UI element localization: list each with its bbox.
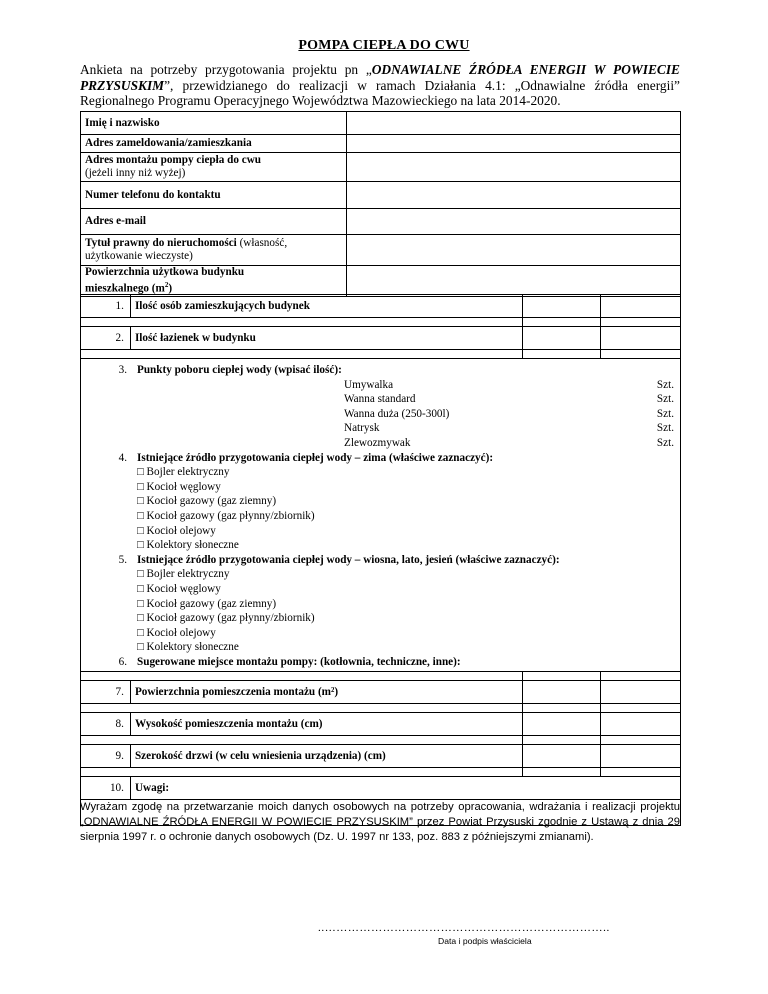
q3-item-wanna-standard: Wanna standard (344, 393, 416, 406)
intro-part1: Ankieta na potrzeby przygotowania projektu pn „ (80, 62, 372, 77)
q4-label: Istniejące źródło przygotowania ciepłej wody – zima (właściwe zaznaczyć): (137, 451, 494, 464)
q7-label: Powierzchnia pomieszczenia montażu (m²) (130, 681, 522, 704)
q1-label: Ilość osób zamieszkujących budynek (130, 295, 522, 318)
q2-number: 2. (81, 327, 131, 350)
q5-option-kolektory[interactable]: □ Kolektory słoneczne (137, 641, 239, 654)
signature-line: ..……………………………………………………………….. (318, 922, 610, 934)
q3-number: 3. (118, 364, 127, 376)
q6-label: Sugerowane miejsce montażu pompy: (kotłownia, techniczne, inne): (137, 655, 461, 668)
field-name[interactable] (346, 112, 680, 135)
questions-table (80, 294, 681, 826)
q9-number: 9. (81, 745, 131, 768)
q5-option-olej[interactable]: □ Kocioł olejowy (137, 626, 216, 639)
q4-number: 4. (118, 451, 127, 464)
q6-spacer (81, 672, 523, 681)
q4-option-gaz-ziemny[interactable]: □ Kocioł gazowy (gaz ziemny) (137, 495, 277, 508)
q2-label: Ilość łazienek w budynku (130, 327, 522, 350)
q9-field-b[interactable] (601, 745, 681, 768)
q2-field-b[interactable] (601, 327, 681, 350)
q3-unit-5: Szt. (656, 436, 674, 449)
q3-item-wanna-duza: Wanna duża (250-300l) (344, 407, 450, 420)
q4-option-gaz-plynny[interactable]: □ Kocioł gazowy (gaz płynny/zbiornik) (137, 509, 315, 522)
q3-6-block (81, 359, 681, 672)
q1-spacer (81, 318, 523, 327)
q8-number: 8. (81, 713, 131, 736)
q10-number: 10. (81, 777, 131, 800)
label-area: Powierzchnia użytkowa budynku mieszkalnego $(m^2)$ (81, 266, 347, 297)
q4-option-kolektory[interactable]: □ Kolektory słoneczne (137, 539, 239, 552)
q1-number: 1. (81, 295, 131, 318)
field-install-address[interactable] (346, 153, 680, 182)
q3-item-zlewozmywak: Zlewozmywak (344, 436, 411, 449)
q4-option-bojler[interactable]: □ Bojler elektryczny (137, 466, 230, 479)
q4-option-olej[interactable]: □ Kocioł olejowy (137, 524, 216, 537)
q5-label: Istniejące źródło przygotowania ciepłej wody – wiosna, lato, jesień (właściwe zaznaczyć): (137, 553, 560, 566)
q7-spacer (81, 704, 523, 713)
q3-item-natrysk: Natrysk (344, 422, 380, 435)
document-title: POMPA CIEPŁA DO CWU (298, 38, 470, 53)
intro-part2: ”, przewidzianego do realizacji w ramach Działania 4.1: „Odnawialne źródła energii” Regionalnego Programu Operacyjnego Województwa Mazowieckiego na lata 2014-2020. (80, 77, 680, 108)
q8-field-b[interactable] (601, 713, 681, 736)
q4-option-wegiel[interactable]: □ Kocioł węglowy (137, 480, 221, 493)
field-phone[interactable] (346, 182, 680, 209)
label-name: Imię i nazwisko (81, 112, 347, 135)
q3-unit-3: Szt. (656, 407, 674, 420)
q7-field-b[interactable] (601, 681, 681, 704)
q8-field-a[interactable] (523, 713, 601, 736)
signature-label: Data i podpis właściciela (438, 936, 532, 946)
q7-number: 7. (81, 681, 131, 704)
q5-number: 5. (118, 553, 127, 566)
q8-label: Wysokość pomieszczenia montażu (cm) (130, 713, 522, 736)
q3-unit-4: Szt. (656, 422, 674, 435)
q7-field-a[interactable] (523, 681, 601, 704)
consent-statement: Wyrażam zgodę na przetwarzanie moich danych osobowych na potrzeby opracowania, wdrażania i realizacji projektu „ODNAWIALNE ŹRÓDŁA ENERGII W POWIECIE PRZYSUSKIM” przez Powiat Przysuski zgodnie z Ustawą z dnia 29 sierpnia 1997 r. o ochronie danych osobowych (Dz. U. 1997 nr 133, poz. 883 z późniejszymi zmianami). (80, 801, 680, 843)
intro-paragraph (80, 62, 680, 109)
field-area[interactable] (346, 266, 680, 297)
personal-data-table (80, 111, 681, 297)
q1-field-b[interactable] (601, 295, 681, 318)
label-install-address: Adres montażu pompy ciepła do cwu (jeżeli inny niż wyżej) (81, 153, 347, 182)
q5-option-bojler[interactable]: □ Bojler elektryczny (137, 568, 230, 581)
label-legal-title: Tytuł prawny do nieruchomości (własność, użytkowanie wieczyste) (81, 235, 347, 266)
q1-field-a[interactable] (523, 295, 601, 318)
q3-item-umywalka: Umywalka (344, 378, 394, 391)
q9-label: Szerokość drzwi (w celu wniesienia urządzenia) (cm) (130, 745, 522, 768)
q10-label: Uwagi: (130, 777, 680, 800)
q5-option-gaz-plynny[interactable]: □ Kocioł gazowy (gaz płynny/zbiornik) (137, 612, 315, 625)
q3-unit-2: Szt. (656, 393, 674, 406)
q2-field-a[interactable] (523, 327, 601, 350)
q3-unit-1: Szt. (656, 378, 674, 391)
label-email: Adres e-mail (81, 209, 347, 235)
project-name: ODNAWIALNE ŹRÓDŁA ENERGII W POWIECIE PRZYSUSKIM (80, 62, 680, 93)
q2-spacer (81, 350, 523, 359)
q5-option-wegiel[interactable]: □ Kocioł węglowy (137, 582, 221, 595)
q5-option-gaz-ziemny[interactable]: □ Kocioł gazowy (gaz ziemny) (137, 597, 277, 610)
q6-number: 6. (118, 655, 127, 668)
label-phone: Numer telefonu do kontaktu (81, 182, 347, 209)
field-email[interactable] (346, 209, 680, 235)
label-address: Adres zameldowania/zamieszkania (81, 135, 347, 153)
field-address[interactable] (346, 135, 680, 153)
q3-label: Punkty poboru ciepłej wody (wpisać ilość): (137, 364, 342, 376)
q8-spacer (81, 736, 523, 745)
field-legal-title[interactable] (346, 235, 680, 266)
q9-field-a[interactable] (523, 745, 601, 768)
q9-spacer (81, 768, 523, 777)
